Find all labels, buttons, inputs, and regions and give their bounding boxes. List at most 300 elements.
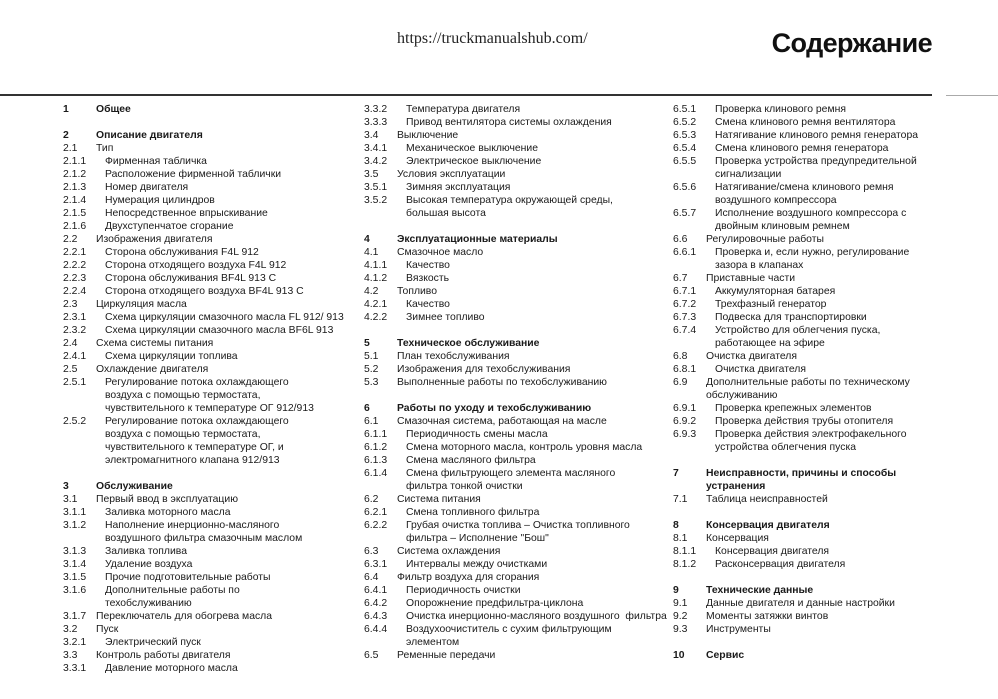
toc-entry	[63, 142, 343, 155]
toc-text: Номер двигателя	[105, 182, 189, 193]
toc-text: Очистка двигателя	[715, 364, 806, 375]
toc-number: 4	[364, 234, 370, 245]
toc-entry	[63, 220, 343, 233]
toc-number: 2.1.5	[63, 208, 87, 219]
toc-entry	[63, 519, 343, 545]
toc-number: 6.4.2	[364, 598, 388, 609]
toc-entry	[364, 246, 654, 259]
toc-text: Консервация двигателя	[706, 520, 830, 531]
toc-number: 6.7.1	[673, 286, 697, 297]
toc-number: 1	[63, 104, 69, 115]
toc-text: Вязкость	[406, 273, 450, 284]
toc-number: 6.7.3	[673, 312, 697, 323]
toc-number: 2.4	[63, 338, 78, 349]
section-spacer	[673, 454, 933, 467]
toc-number: 3.1.5	[63, 572, 87, 583]
toc-entry	[364, 428, 654, 441]
toc-text: Смазочная система, работающая на масле	[397, 416, 607, 427]
toc-number: 2	[63, 130, 69, 141]
toc-entry	[364, 103, 654, 116]
toc-number: 3.5.2	[364, 195, 388, 206]
toc-entry	[63, 324, 343, 337]
toc-number: 3	[63, 481, 69, 492]
toc-number: 4.2	[364, 286, 379, 297]
toc-number: 8	[673, 520, 679, 531]
toc-number: 6	[364, 403, 370, 414]
toc-entry	[673, 246, 933, 272]
toc-number: 8.1.2	[673, 559, 697, 570]
toc-number: 6.9	[673, 377, 688, 388]
toc-text: Регулировочные работы	[706, 234, 824, 245]
toc-text: Зимнее топливо	[406, 312, 485, 323]
toc-number: 3.1.1	[63, 507, 87, 518]
toc-entry	[364, 519, 654, 545]
toc-number: 3.4.2	[364, 156, 388, 167]
toc-text: Периодичность очистки	[406, 585, 521, 596]
toc-text: Смазочное масло	[397, 247, 484, 258]
toc-number: 6.9.3	[673, 429, 697, 440]
toc-entry	[364, 649, 654, 662]
toc-number: 4.2.2	[364, 312, 388, 323]
toc-text: Схема циркуляции смазочного масла BF6L 913	[105, 325, 334, 336]
toc-number: 2.1.1	[63, 156, 87, 167]
toc-number: 5	[364, 338, 370, 349]
toc-text: Данные двигателя и данные настройки	[706, 598, 895, 609]
toc-entry	[673, 415, 933, 428]
toc-text: Дополнительные работы по техническому обслуживанию	[706, 377, 910, 401]
toc-entry	[673, 402, 933, 415]
toc-text: Смена топливного фильтра	[406, 507, 540, 518]
section-spacer	[673, 571, 933, 584]
toc-number: 4.1.1	[364, 260, 388, 271]
toc-number: 2.2	[63, 234, 78, 245]
toc-number: 3.1.7	[63, 611, 87, 622]
source-url: https://truckmanualshub.com/	[397, 30, 588, 47]
toc-number: 9.2	[673, 611, 688, 622]
toc-number: 3.5	[364, 169, 379, 180]
toc-number: 3.4.1	[364, 143, 388, 154]
toc-chapter	[63, 480, 343, 493]
toc-entry	[63, 662, 343, 675]
toc-entry	[364, 558, 654, 571]
toc-text: Привод вентилятора системы охлаждения	[406, 117, 612, 128]
toc-entry	[63, 155, 343, 168]
toc-entry	[63, 558, 343, 571]
toc-number: 3.2	[63, 624, 78, 635]
toc-text: Смена масляного фильтра	[406, 455, 536, 466]
toc-number: 3.1.6	[63, 585, 87, 596]
toc-number: 3.3.2	[364, 104, 388, 115]
toc-entry	[673, 376, 933, 402]
page-title: Содержание	[771, 28, 932, 58]
toc-entry	[673, 142, 933, 155]
toc-text: Тип	[96, 143, 114, 154]
toc-number: 2.1	[63, 143, 78, 154]
toc-number: 6.6	[673, 234, 688, 245]
toc-text: Натягивание клинового ремня генератора	[715, 130, 918, 141]
toc-number: 6.9.2	[673, 416, 697, 427]
toc-number: 6.4.4	[364, 624, 388, 635]
toc-entry	[63, 636, 343, 649]
toc-number: 6.4.3	[364, 611, 388, 622]
toc-text: Проверка действия трубы отопителя	[715, 416, 894, 427]
toc-number: 2.1.3	[63, 182, 87, 193]
toc-number: 6.5.4	[673, 143, 697, 154]
section-spacer	[673, 636, 933, 649]
toc-number: 2.2.4	[63, 286, 87, 297]
toc-text: Описание двигателя	[96, 130, 203, 141]
toc-text: Консервация двигателя	[715, 546, 830, 557]
toc-number: 6.5.1	[673, 104, 697, 115]
toc-entry	[63, 259, 343, 272]
toc-entry	[63, 415, 343, 467]
toc-number: 6.1.1	[364, 429, 388, 440]
toc-number: 6.2.1	[364, 507, 388, 518]
toc-text: Фирменная табличка	[105, 156, 207, 167]
toc-text: Условия эксплуатации	[397, 169, 506, 180]
toc-text: Электрический пуск	[105, 637, 201, 648]
toc-number: 3.5.1	[364, 182, 388, 193]
toc-number: 2.3.2	[63, 325, 87, 336]
toc-number: 2.2.2	[63, 260, 87, 271]
toc-entry	[63, 298, 343, 311]
toc-number: 3.2.1	[63, 637, 87, 648]
toc-entry	[364, 142, 654, 155]
toc-number: 3.1.4	[63, 559, 87, 570]
toc-text: Заливка топлива	[105, 546, 187, 557]
toc-entry	[63, 285, 343, 298]
toc-text: Нумерация цилиндров	[105, 195, 215, 206]
toc-text: Смена клинового ремня вентилятора	[715, 117, 896, 128]
toc-text: Схема циркуляции смазочного масла FL 912/ 913	[105, 312, 344, 323]
toc-entry	[673, 597, 933, 610]
toc-number: 6.9.1	[673, 403, 697, 414]
header-divider-right	[946, 95, 998, 96]
toc-text: Непосредственное впрыскивание	[105, 208, 268, 219]
toc-text: Выполненные работы по техобслуживанию	[397, 377, 607, 388]
toc-text: Таблица неисправностей	[706, 494, 828, 505]
toc-number: 2.2.3	[63, 273, 87, 284]
toc-text: Расположение фирменной таблички	[105, 169, 282, 180]
toc-number: 7	[673, 468, 679, 479]
toc-entry	[63, 545, 343, 558]
toc-entry	[63, 571, 343, 584]
toc-text: Неисправности, причины и способы устранения	[706, 468, 897, 492]
toc-number: 6.4.1	[364, 585, 388, 596]
toc-text: Схема циркуляции топлива	[105, 351, 238, 362]
toc-entry	[364, 623, 654, 649]
toc-entry	[364, 181, 654, 194]
toc-text: Сторона обслуживания BF4L 913 C	[105, 273, 277, 284]
toc-text: Удаление воздуха	[105, 559, 193, 570]
toc-number: 6.3	[364, 546, 379, 557]
header-divider	[0, 94, 932, 96]
toc-entry	[63, 311, 343, 324]
toc-text: Температура двигателя	[406, 104, 521, 115]
toc-entry	[63, 376, 343, 415]
toc-number: 8.1.1	[673, 546, 697, 557]
toc-number: 2.1.2	[63, 169, 87, 180]
toc-chapter	[673, 519, 933, 532]
toc-entry	[673, 610, 933, 623]
toc-entry	[364, 506, 654, 519]
toc-number: 4.2.1	[364, 299, 388, 310]
toc-text: План техобслуживания	[397, 351, 510, 362]
toc-entry	[364, 350, 654, 363]
toc-text: Проверка и, если нужно, регулирование зазора в клапанах	[715, 247, 910, 271]
toc-entry	[364, 311, 654, 324]
toc-text: Схема системы питания	[96, 338, 214, 349]
section-spacer	[364, 324, 654, 337]
toc-text: Прочие подготовительные работы	[105, 572, 271, 583]
toc-number: 3.3.3	[364, 117, 388, 128]
toc-entry	[63, 207, 343, 220]
toc-entry	[63, 246, 343, 259]
section-spacer	[63, 116, 343, 129]
toc-entry	[63, 610, 343, 623]
toc-entry	[673, 116, 933, 129]
toc-text: Изображения двигателя	[96, 234, 213, 245]
toc-entry	[63, 168, 343, 181]
toc-number: 6.1.3	[364, 455, 388, 466]
toc-text: Выключение	[397, 130, 459, 141]
toc-text: Техническое обслуживание	[397, 338, 540, 349]
toc-text: Система охлаждения	[397, 546, 501, 557]
toc-entry	[364, 493, 654, 506]
toc-text: Опорожнение предфильтра-циклона	[406, 598, 584, 609]
toc-entry	[673, 103, 933, 116]
toc-entry	[63, 623, 343, 636]
toc-entry	[63, 350, 343, 363]
toc-entry	[364, 363, 654, 376]
toc-text: Двухступенчатое сгорание	[105, 221, 234, 232]
toc-number: 10	[673, 650, 685, 661]
toc-entry	[364, 376, 654, 389]
toc-entry	[364, 584, 654, 597]
toc-entry	[673, 545, 933, 558]
toc-chapter	[63, 129, 343, 142]
toc-entry	[364, 610, 667, 623]
toc-chapter	[364, 337, 654, 350]
toc-number: 5.2	[364, 364, 379, 375]
toc-chapter	[673, 649, 933, 662]
toc-text: Интервалы между очистками	[406, 559, 548, 570]
toc-entry	[364, 467, 654, 493]
toc-entry	[364, 441, 654, 454]
toc-number: 6.5.3	[673, 130, 697, 141]
toc-number: 6.8	[673, 351, 688, 362]
toc-text: Изображения для техобслуживания	[397, 364, 571, 375]
toc-chapter	[63, 103, 343, 116]
toc-number: 6.5.7	[673, 208, 697, 219]
toc-entry	[364, 298, 654, 311]
toc-entry	[673, 285, 933, 298]
toc-text: Обслуживание	[96, 481, 173, 492]
toc-entry	[364, 272, 654, 285]
toc-text: Работы по уходу и техобслуживанию	[397, 403, 592, 414]
toc-number: 9.1	[673, 598, 688, 609]
toc-text: Наполнение инерционно-масляного воздушного фильтра смазочным маслом	[105, 520, 303, 544]
toc-number: 5.3	[364, 377, 379, 388]
toc-entry	[673, 363, 933, 376]
toc-entry	[364, 545, 654, 558]
toc-number: 6.2.2	[364, 520, 388, 531]
toc-text: Заливка моторного масла	[105, 507, 231, 518]
toc-entry	[364, 454, 654, 467]
toc-number: 2.5	[63, 364, 78, 375]
toc-column-2	[364, 103, 667, 662]
toc-entry	[673, 272, 933, 285]
toc-number: 2.5.2	[63, 416, 87, 427]
toc-chapter	[364, 233, 654, 246]
toc-text: Топливо	[397, 286, 437, 297]
toc-number: 6.8.1	[673, 364, 697, 375]
toc-number: 6.5.6	[673, 182, 697, 193]
toc-number: 6.5	[364, 650, 379, 661]
toc-entry	[673, 558, 933, 571]
toc-text: Инструменты	[706, 624, 771, 635]
toc-number: 4.1	[364, 247, 379, 258]
toc-text: Периодичность смены масла	[406, 429, 548, 440]
toc-entry	[364, 597, 654, 610]
toc-entry	[364, 259, 654, 272]
toc-text: Проверка крепежных элементов	[715, 403, 872, 414]
toc-entry	[673, 181, 933, 207]
toc-text: Смена клинового ремня генератора	[715, 143, 889, 154]
toc-text: Циркуляция масла	[96, 299, 187, 310]
toc-text: Регулирование потока охлаждающего воздуха с помощью термостата, чувствительного к температуре ОГ 912/913	[105, 377, 314, 414]
toc-text: Общее	[96, 104, 131, 115]
toc-entry	[673, 324, 933, 350]
toc-entry	[63, 337, 343, 350]
toc-number: 2.5.1	[63, 377, 87, 388]
toc-number: 6.5.2	[673, 117, 697, 128]
toc-number: 9.3	[673, 624, 688, 635]
toc-text: Система питания	[397, 494, 481, 505]
toc-entry	[673, 428, 933, 454]
toc-text: Расконсервация двигателя	[715, 559, 846, 570]
toc-number: 4.1.2	[364, 273, 388, 284]
toc-entry	[364, 168, 654, 181]
toc-entry	[364, 415, 654, 428]
toc-text: Очистка инерционно-масляного воздушного фильтра	[406, 611, 667, 622]
toc-text: Сторона отходящего воздуха F4L 912	[105, 260, 287, 271]
toc-text: Моменты затяжки винтов	[706, 611, 829, 622]
toc-number: 3.1.3	[63, 546, 87, 557]
toc-text: Первый ввод в эксплуатацию	[96, 494, 238, 505]
toc-number: 6.1	[364, 416, 379, 427]
toc-entry	[63, 233, 343, 246]
toc-column-1	[63, 103, 343, 675]
toc-text: Устройство для облегчения пуска, работающее на эфире	[715, 325, 881, 349]
toc-number: 6.7.4	[673, 325, 697, 336]
toc-number: 6.4	[364, 572, 379, 583]
toc-number: 2.1.4	[63, 195, 87, 206]
toc-text: Проверка устройства предупредительной сигнализации	[715, 156, 917, 180]
toc-text: Качество	[406, 299, 450, 310]
toc-column-3	[673, 103, 933, 662]
toc-number: 9	[673, 585, 679, 596]
toc-text: Охлаждение двигателя	[96, 364, 209, 375]
toc-number: 7.1	[673, 494, 688, 505]
toc-entry	[673, 311, 933, 324]
toc-text: Сторона отходящего воздуха BF4L 913 C	[105, 286, 304, 297]
toc-entry	[63, 493, 343, 506]
toc-entry	[673, 623, 933, 636]
toc-number: 2.3	[63, 299, 78, 310]
toc-text: Аккумуляторная батарея	[715, 286, 836, 297]
toc-entry	[673, 129, 933, 142]
toc-entry	[364, 285, 654, 298]
toc-number: 6.1.2	[364, 442, 388, 453]
toc-entry	[364, 129, 654, 142]
toc-number: 3.1	[63, 494, 78, 505]
toc-text: Сторона обслуживания F4L 912	[105, 247, 259, 258]
toc-entry	[673, 298, 933, 311]
toc-text: Проверка действия электрофакельного устройства облегчения пуска	[715, 429, 907, 453]
toc-text: Качество	[406, 260, 450, 271]
toc-text: Фильтр воздуха для сгорания	[397, 572, 540, 583]
toc-number: 2.3.1	[63, 312, 87, 323]
toc-entry	[364, 194, 654, 220]
toc-text: Смена моторного масла, контроль уровня масла	[406, 442, 643, 453]
toc-entry	[364, 155, 654, 168]
toc-text: Контроль работы двигателя	[96, 650, 231, 661]
toc-text: Давление моторного масла	[105, 663, 238, 674]
toc-chapter	[364, 402, 654, 415]
toc-text: Механическое выключение	[406, 143, 539, 154]
toc-text: Консервация	[706, 533, 769, 544]
toc-text: Очистка двигателя	[706, 351, 797, 362]
toc-entry	[63, 506, 343, 519]
toc-number: 2.4.1	[63, 351, 87, 362]
toc-text: Технические данные	[706, 585, 814, 596]
toc-entry	[673, 233, 933, 246]
toc-number: 6.2	[364, 494, 379, 505]
toc-number: 3.1.2	[63, 520, 87, 531]
toc-entry	[364, 571, 654, 584]
toc-entry	[63, 181, 343, 194]
toc-number: 6.3.1	[364, 559, 388, 570]
toc-text: Пуск	[96, 624, 119, 635]
toc-number: 8.1	[673, 533, 688, 544]
toc-text: Дополнительные работы по техобслуживанию	[105, 585, 240, 609]
toc-number: 6.7.2	[673, 299, 697, 310]
toc-text: Грубая очистка топлива – Очистка топливного фильтра – Исполнение "Бош"	[406, 520, 630, 544]
toc-number: 3.3	[63, 650, 78, 661]
toc-text: Воздухоочиститель с сухим фильтрующим элементом	[406, 624, 612, 648]
toc-number: 3.3.1	[63, 663, 87, 674]
toc-entry	[673, 155, 933, 181]
toc-entry	[63, 363, 343, 376]
toc-text: Регулирование потока охлаждающего воздуха с помощью термостата, чувствительного к температуре ОГ, и электромагнитного клапана 912/913	[105, 416, 289, 466]
toc-text: Натягивание/смена клинового ремня воздушного компрессора	[715, 182, 894, 206]
toc-text: Подвеска для транспортировки	[715, 312, 867, 323]
toc-text: Зимняя эксплуатация	[406, 182, 511, 193]
toc-entry	[364, 116, 654, 129]
section-spacer	[364, 220, 654, 233]
toc-text: Исполнение воздушного компрессора с двойным клиновым ремнем	[715, 208, 907, 232]
toc-text: Смена фильтрующего элемента масляного фильтра тонкой очистки	[406, 468, 616, 492]
toc-entry	[63, 272, 343, 285]
toc-text: Проверка клинового ремня	[715, 104, 846, 115]
section-spacer	[364, 389, 654, 402]
toc-chapter	[673, 467, 933, 493]
toc-entry	[673, 532, 933, 545]
toc-text: Эксплуатационные материалы	[397, 234, 558, 245]
toc-text: Электрическое выключение	[406, 156, 542, 167]
toc-chapter	[673, 584, 933, 597]
